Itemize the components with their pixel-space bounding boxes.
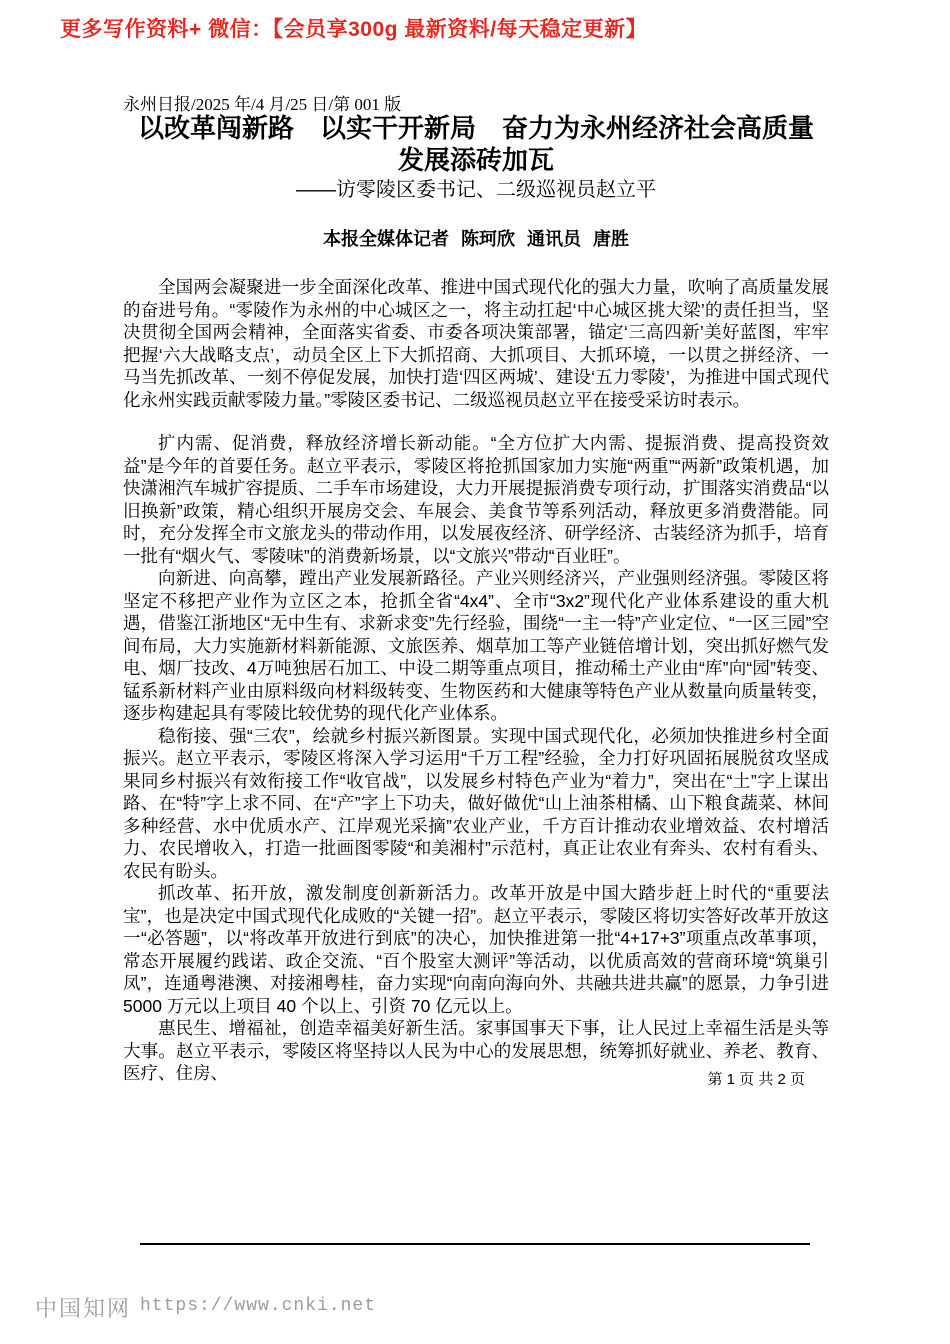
article-byline: 本报全媒体记者 陈珂欣 通讯员 唐胜 [322,229,629,249]
footer-divider [140,1243,810,1245]
cnki-logo-text: 中国知网 [35,1296,132,1321]
article-source-line: 永州日报/2025 年/4 月/25 日/第 001 版 [123,95,402,114]
article-body [123,276,829,1085]
promo-banner: 更多写作资料+ 微信：【会员享300g 最新资料/每天稳定更新】 [60,18,648,41]
cnki-url: https://www.cnki.net [140,1296,377,1316]
article-paragraph: 扩内需、促消费，释放经济增长新动能。“全方位扩大内需、提振消费、提高投资效益”是今年的首要任务。赵立平表示，零陵区将抢抓国家加力实施“两重”“两新”政策机遇，加快潇湘汽车城扩容提质、二手车市场建设，大力开展提振消费专项行动，扩围落实消费品“以旧换新”政策，精心组织开展房交会、车展会、美食节等系列活动，释放更多消费潜能。同时，充分发挥全市文旅龙头的带动作用，以发展夜经济、研学经济、古装经济为抓手，培育一批有“烟火气、零陵味”的消费新场景，以“文旅兴”带动“百业旺”。 [123,433,829,566]
article-paragraph: 全国两会凝聚进一步全面深化改革、推进中国式现代化的强大力量，吹响了高质量发展的奋进号角。“零陵作为永州的中心城区之一，将主动扛起‘中心城区挑大梁’的责任担当，坚决贯彻全国两会精神，全面落实省委、市委各项决策部署，锚定‘三高四新’美好蓝图，牢牢把握‘六大战略支点’，动员全区上下大抓招商、大抓项目、大抓环境，一以贯之拼经济、一马当先抓改革、一刻不停促发展，加快打造‘四区两城’、建设‘五力零陵’，为推进中国式现代化永州实践贡献零陵力量。”零陵区委书记、二级巡视员赵立平在接受采访时表示。 [123,277,829,410]
page-indicator: 第 1 页 共 2 页 [707,1071,805,1088]
article-paragraph: 向新进、向高攀，蹚出产业发展新路径。产业兴则经济兴，产业强则经济强。零陵区将坚定不移把产业作为立区之本，抢抓全省“4x4”、全市“3x2”现代化产业体系建设的重大机遇，借鉴江浙地区“无中生有、求新求变”先行经验，围绕“一主一特”产业定位、“一区三园”空间布局，大力实施新材料新能源、文旅医养、烟草加工等产业链倍增计划，突出抓好燃气发电、烟厂技改、4万吨独居石加工、中设二期等重点项目，推动稀土产业由“库”向“园”转变、锰系新材料产业由原料级向材料级转变、生物医药和大健康等特色产业从数量向质量转变，逐步构建起具有零陵比较优势的现代化产业体系。 [123,568,829,723]
article-paragraph: 抓改革、拓开放，激发制度创新新活力。改革开放是中国大踏步赶上时代的“重要法宝”，也是决定中国式现代化成败的“关键一招”。赵立平表示，零陵区将切实答好改革开放这一“必答题”，以“将改革开放进行到底”的决心，加快推进第一批“4+17+3”项重点改革事项，常态开展履约践诺、政企交流、“百个股室大测评”等活动，以优质高效的营商环境“筑巢引凤”，连通粤港澳、对接湘粤桂，奋力实现“向南向海向外、共融共进共赢”的愿景，力争引进 5000 万元以上项目 40 个以上、引资 70 亿元以上。 [123,883,829,1016]
article-paragraph: 惠民生、增福祉，创造幸福美好新生活。家事国事天下事，让人民过上幸福生活是头等大事。赵立平表示，零陵区将坚持以人民为中心的发展思想，统筹抓好就业、养老、教育、医疗、住房、 [123,1018,829,1083]
article-headline: 以改革闯新路 以实干开新局 奋力为永州经济社会高质量发展添砖加瓦 [137,113,814,175]
article-subheadline: ——访零陵区委书记、二级巡视员赵立平 [296,179,656,201]
article-paragraph: 稳衔接、强“三农”，绘就乡村振兴新图景。实现中国式现代化，必须加快推进乡村全面振兴。赵立平表示，零陵区将深入学习运用“千万工程”经验，全力打好巩固拓展脱贫攻坚成果同乡村振兴有效衔接工作“收官战”，以发展乡村特色产业为“着力”，突出在“土”字上谋出路、在“特”字上求不同、在“产”字上下功夫，做好做优“山上油茶柑橘、山下粮食蔬菜、林间多种经营、水中优质水产、江岸观光采摘”农业产业，千方百计推动农业增效益、农村增活力、农民增收入，打造一批画图零陵“和美湘村”示范村，真正让农业有奔头、农村有看头、农民有盼头。 [123,725,829,881]
